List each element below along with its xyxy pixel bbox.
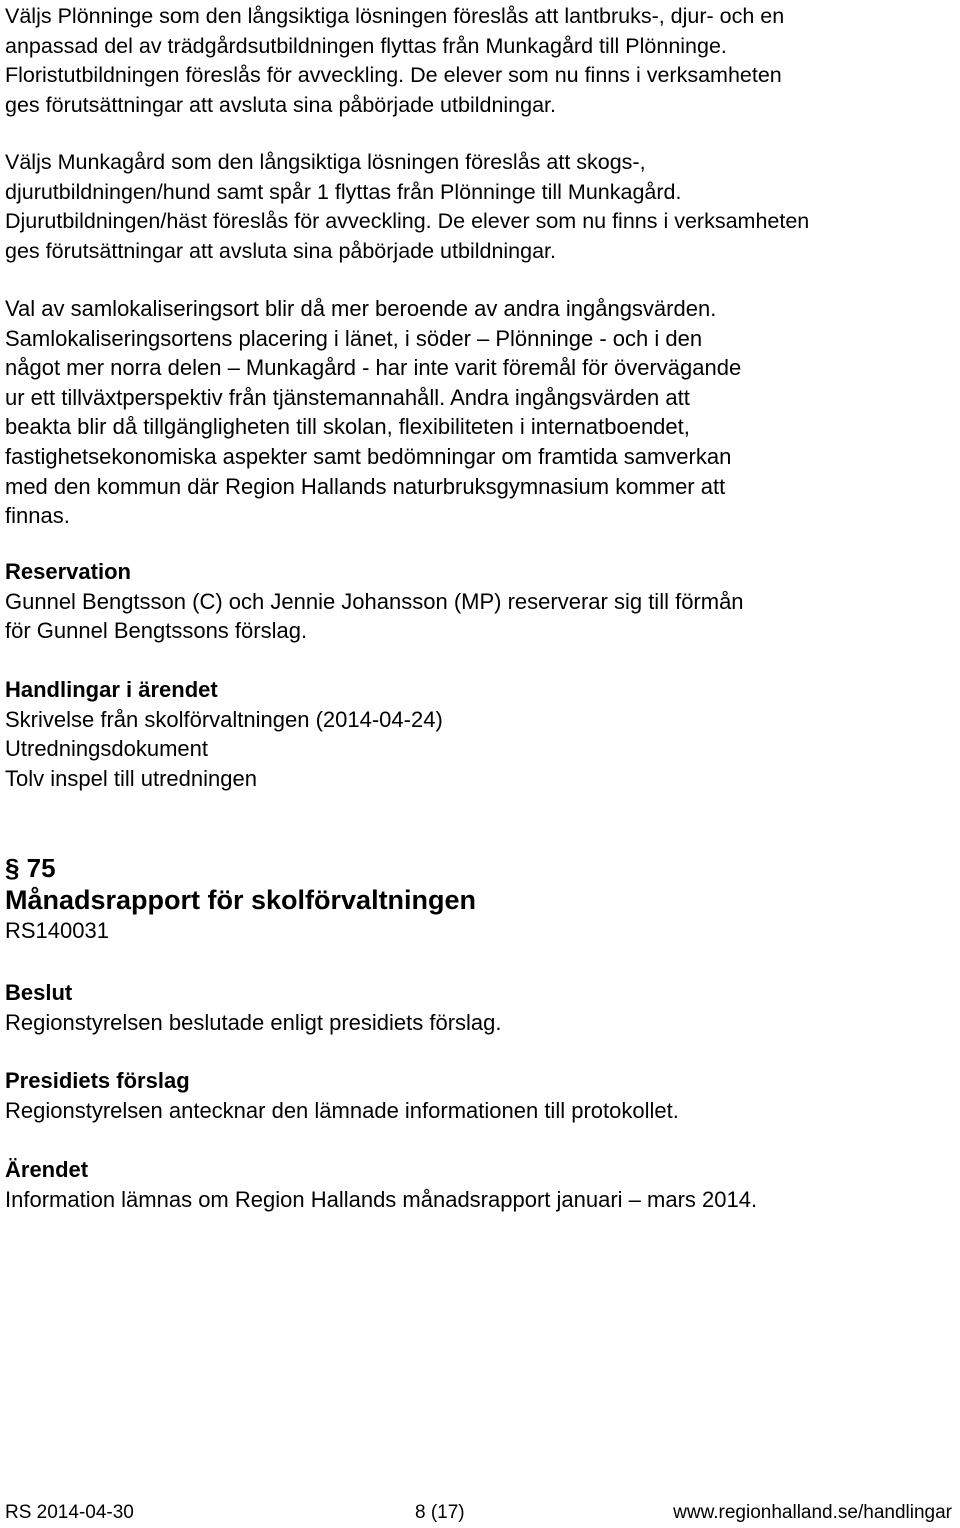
section-number: § 75 [5, 853, 56, 883]
paragraph-munkagard-option [5, 148, 956, 266]
text-line: fastighetsekonomiska aspekter samt bedömningar om framtida samverkan [5, 443, 732, 469]
text-line: med den kommun där Region Hallands naturbruksgymnasium kommer att [5, 473, 726, 499]
text-line: Väljs Munkagård som den långsiktiga lösningen föreslås att skogs-, [5, 150, 646, 174]
text-line: Floristutbildningen föreslås för avveckling. De elever som nu finns i verksamheten [5, 63, 782, 87]
case-reference: RS140031 [5, 918, 109, 943]
footer-date: RS 2014-04-30 [5, 1502, 134, 1523]
text-line: Djurutbildningen/häst föreslås för avveckling. De elever som nu finns i verksamheten [5, 209, 810, 233]
text-line: något mer norra delen – Munkagård - har inte varit föremål för övervägande [5, 355, 742, 381]
section-title: Månadsrapport för skolförvaltningen [5, 885, 477, 915]
presidiets-forslag-section [5, 1066, 956, 1125]
list-item: Skrivelse från skolförvaltningen (2014-04-24) [5, 706, 443, 732]
text-line: Samlokaliseringsortens placering i länet, i söder – Plönninge - och i den [5, 325, 703, 351]
paragraph-samlokalisering [5, 294, 956, 531]
handlingar-section [5, 675, 956, 793]
beslut-text: Regionstyrelsen beslutade enligt presidiets förslag. [5, 1009, 502, 1035]
arendet-text: Information lämnas om Region Hallands månadsrapport januari – mars 2014. [5, 1186, 758, 1212]
reservation-heading: Reservation [5, 559, 131, 584]
text-line: Val av samlokaliseringsort blir då mer beroende av andra ingångsvärden. [5, 296, 717, 321]
text-line: för Gunnel Bengtssons förslag. [5, 618, 308, 644]
section-header [5, 852, 956, 946]
text-line: beakta blir då tillgängligheten till skolan, flexibiliteten i internatboendet, [5, 414, 690, 440]
reservation-section [5, 557, 956, 646]
paragraph-plonninge-option [5, 2, 956, 120]
beslut-section [5, 978, 956, 1037]
presidiets-forslag-text: Regionstyrelsen antecknar den lämnade informationen till protokollet. [5, 1097, 679, 1123]
text-line: ges förutsättningar att avsluta sina påbörjade utbildningar. [5, 238, 557, 263]
handlingar-heading: Handlingar i ärendet [5, 677, 218, 702]
text-line: djurutbildningen/hund samt spår 1 flyttas från Plönninge till Munkagård. [5, 179, 682, 204]
text-line: ges förutsättningar att avsluta sina påbörjade utbildningar. [5, 92, 557, 117]
presidiets-forslag-heading: Presidiets förslag [5, 1068, 190, 1093]
footer-url: www.regionhalland.se/handlingar [673, 1502, 952, 1523]
footer-page-number: 8 (17) [415, 1502, 465, 1523]
text-line: ur ett tillväxtperspektiv från tjänstemannahåll. Andra ingångsvärden att [5, 384, 690, 410]
text-line: anpassad del av trädgårdsutbildningen flyttas från Munkagård till Plönninge. [5, 33, 727, 58]
arendet-section [5, 1155, 956, 1214]
text-line: finnas. [5, 503, 70, 529]
text-line: Gunnel Bengtsson (C) och Jennie Johansson (MP) reserverar sig till förmån [5, 588, 744, 614]
beslut-heading: Beslut [5, 980, 73, 1005]
page-footer [5, 1501, 952, 1525]
text-line: Väljs Plönninge som den långsiktiga lösningen föreslås att lantbruks-, djur- och en [5, 4, 785, 28]
arendet-heading: Ärendet [5, 1157, 89, 1182]
list-item: Tolv inspel till utredningen [5, 765, 257, 791]
list-item: Utredningsdokument [5, 736, 209, 762]
